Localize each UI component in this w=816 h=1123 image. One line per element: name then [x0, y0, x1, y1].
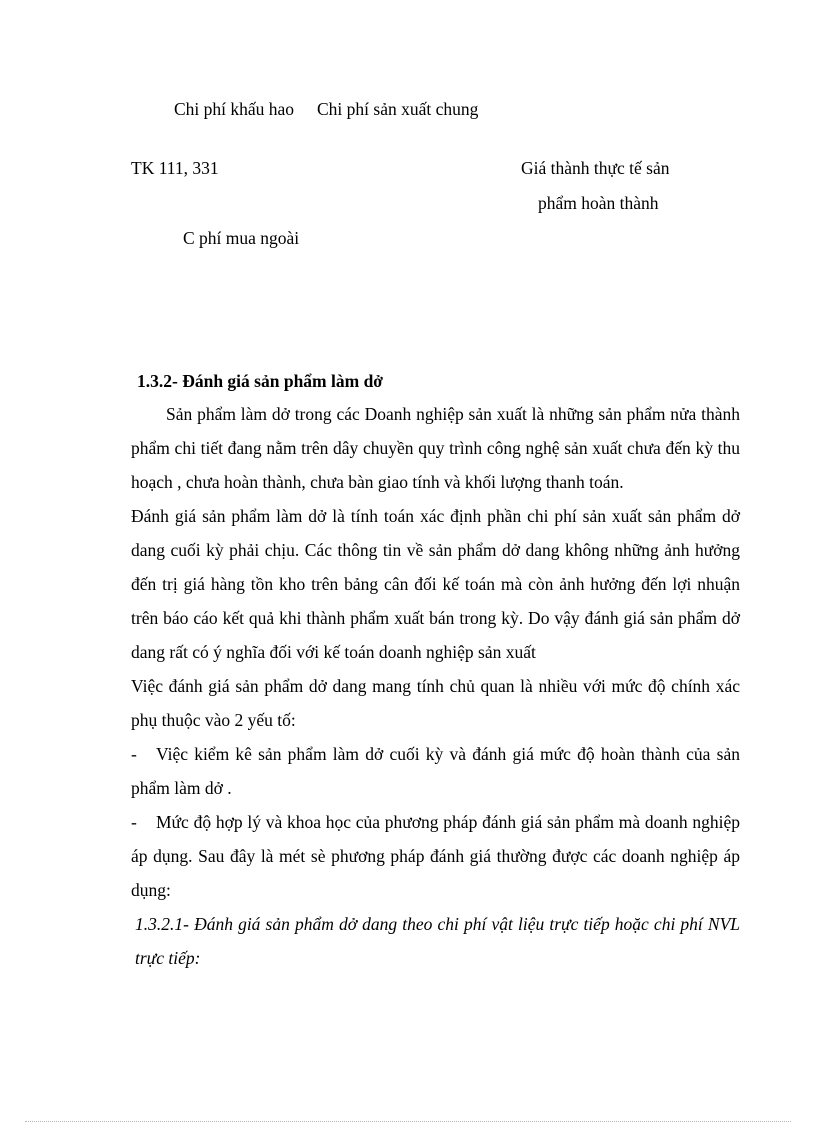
paragraph-2: Đánh giá sản phẩm làm dở là tính toán xác định phần chi phí sản xuất sản phẩm dở dang cuối kỳ phải chịu. Các thông tin về sản phẩm dở dang không những ảnh hưởng đến trị giá hàng tồn kho trên bảng cân đối kế toán mà còn ảnh hưởng đến lợi nhuận trên báo cáo kết quả khi thành phẩm xuất bán trong kỳ. Do vậy đánh giá sản phẩm dở dang rất có ý nghĩa đối với kế toán doanh nghiệp sản xuất — [131, 506, 740, 662]
label-general-production-cost: Chi phí sản xuất chung — [317, 99, 479, 119]
paragraph-1: Sản phẩm làm dở trong các Doanh nghiệp sản xuất là những sản phẩm nửa thành phẩm chi tiết đang nằm trên dây chuyền quy trình công nghệ sản xuất chưa đến kỳ thu hoạch , chưa hoàn thành, chưa bàn giao tính và khối lượng thanh toán. — [131, 404, 740, 492]
subheading: 1.3.2.1- Đánh giá sản phẩm dở dang theo chi phí vật liệu trực tiếp hoặc chi phí NVL trực tiếp: — [135, 914, 740, 968]
label-actual-cost-line2: phẩm hoàn thành — [538, 193, 659, 213]
bullet-item-2 — [131, 805, 740, 907]
label-depreciation-cost: Chi phí khấu hao — [174, 99, 295, 119]
document-body — [131, 397, 740, 975]
label-outsourced-cost: C phí mua ngoài — [183, 228, 300, 248]
bullet-text-2: Mức độ hợp lý và khoa học của phương pháp đánh giá sản phẩm mà doanh nghiệp áp dụng. Sau đây là mét sè phương pháp đánh giá thường được các doanh nghiệp áp dụng: — [131, 812, 740, 900]
paragraph-3: Việc đánh giá sản phẩm dở dang mang tính chủ quan là nhiều với mức độ chính xác phụ thuộc vào 2 yếu tố: — [131, 676, 740, 730]
label-actual-cost-line1: Giá thành thực tế sản — [521, 158, 670, 178]
section-heading: 1.3.2- Đánh giá sản phẩm làm dở — [137, 371, 383, 391]
bullet-item-1 — [131, 737, 740, 805]
page-bottom-divider — [25, 1121, 791, 1122]
bullet-text-1: Việc kiểm kê sản phẩm làm dở cuối kỳ và đánh giá mức độ hoàn thành của sản phẩm làm dở . — [131, 744, 740, 798]
bullet-marker: - — [131, 812, 137, 832]
label-account-code: TK 111, 331 — [131, 158, 219, 178]
bullet-marker: - — [131, 744, 137, 764]
